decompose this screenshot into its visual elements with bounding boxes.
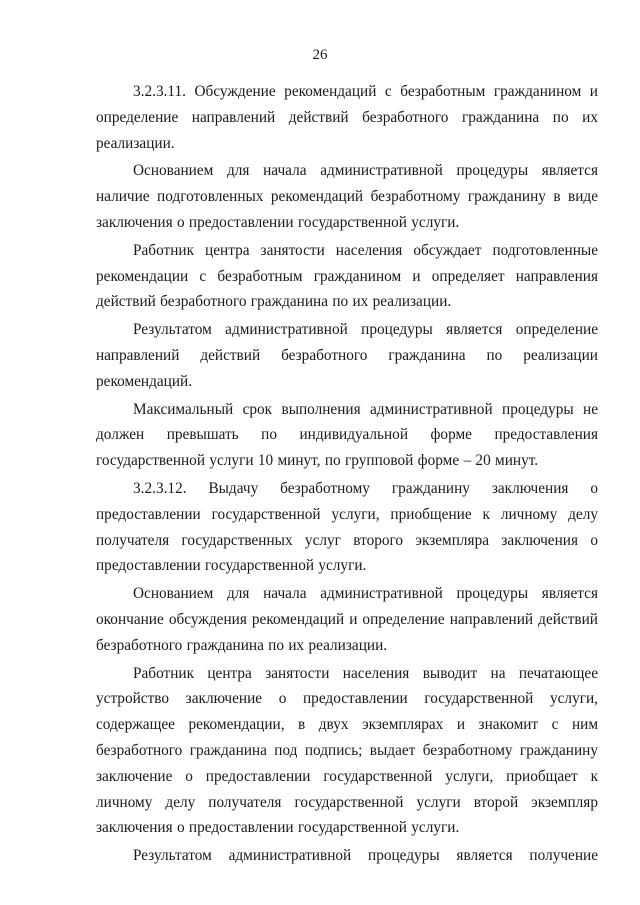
paragraph-result-1: Результатом административной процедуры является определение направлений действий безработного гражданина по реализации рекомендаций.	[96, 321, 598, 390]
paragraph-worker-discusses: Работник центра занятости населения обсуждает подготовленные рекомендации с безработным гражданином и определяет направления действий безработного гражданина по их реализации.	[96, 241, 598, 311]
paragraph-basis-1: Основанием для начала административной процедуры является наличие подготовленных рекомендаций безработному гражданину в виде заключения о предоставлении государственной услуги.	[96, 162, 598, 231]
paragraph-3-2-3-12-heading: 3.2.3.12. Выдачу безработному гражданину заключения о предоставлении государственной услуги, приобщение к личному делу получателя государственных услуг второго экземпляра заключения о предоставлении государственной услуги.	[96, 479, 598, 575]
paragraph-3-2-3-11-heading: 3.2.3.11. Обсуждение рекомендаций с безработным гражданином и определение направлений действий безработного гражданина по их реализации.	[96, 83, 598, 152]
paragraph-worker-prints: Работник центра занятости населения выводит на печатающее устройство заключение о предоставлении государственной услуги, содержащее рекомендации, в двух экземплярах и знакомит с ним безработного гражданина под подпись; выдает безработному гражданину заключение о предоставлении государственной услуги, приобщает к личному делу получателя государственной услуги второй экземпляр заключения о предоставлении государственной услуги.	[96, 664, 598, 837]
paragraph-result-2: Результатом административной процедуры является получение	[133, 847, 598, 865]
paragraph-max-time: Максимальный срок выполнения административной процедуры не должен превышать по индивидуальной форме предоставления государственной услуги 10 минут, по групповой форме – 20 минут.	[96, 400, 598, 470]
paragraph-basis-2: Основанием для начала административной процедуры является окончание обсуждения рекомендаций и определение направлений действий безработного гражданина по их реализации.	[96, 585, 598, 654]
page-number: 26	[312, 47, 328, 63]
document-body	[96, 79, 598, 869]
